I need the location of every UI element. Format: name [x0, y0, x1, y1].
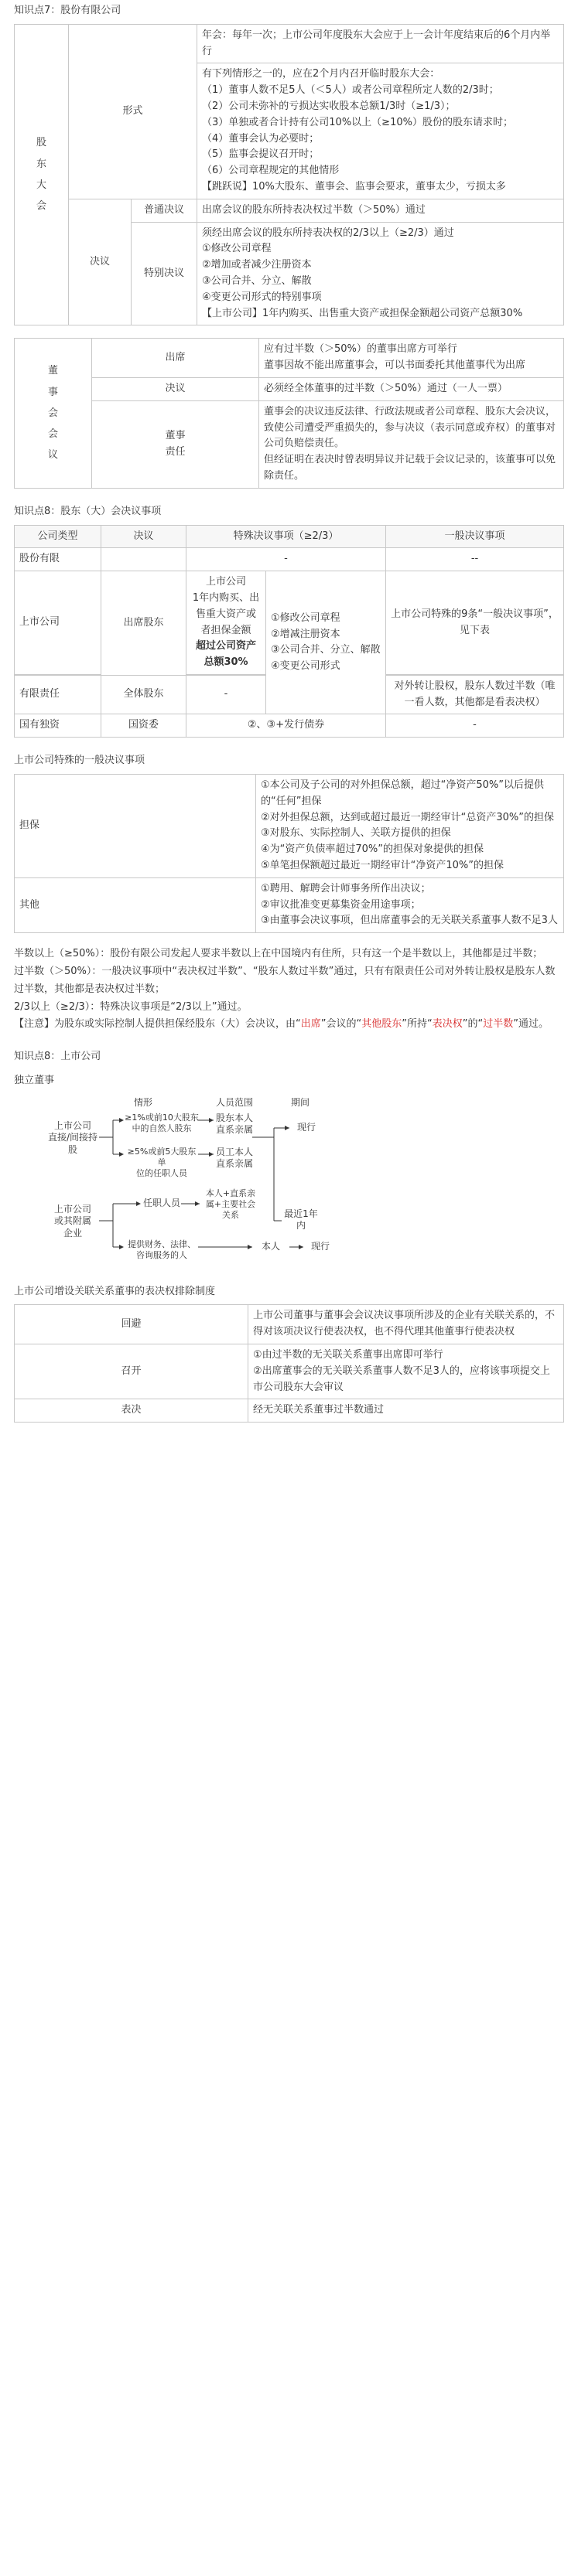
board-attendance-cell: 应有过半数（＞50%）的董事出席方可举行 董事因故不能出席董事会，可以书面委托其他董事代为出席 [259, 339, 564, 378]
row-soe-org: 国资委 [101, 714, 186, 738]
board-resolution-cell: 必须经全体董事的过半数（＞50%）通过（一人一票） [259, 377, 564, 400]
diagram-col-situation: 情形 [133, 1096, 152, 1108]
notes-block [14, 946, 564, 1034]
diagram-recent-year: 最近1年 内 [284, 1208, 318, 1232]
row-ltd-general: -- [386, 548, 564, 571]
board-attendance-label: 出席 [92, 339, 259, 378]
row-all-shareholders: 全体股东 [101, 675, 186, 714]
shareholders-meeting-label: 股 东 大 会 [15, 24, 69, 325]
listed-general-matters: 上市公司特殊的9条“一般决议事项”， 见下表 [386, 571, 564, 675]
interim-meeting-cell: 有下列情形之一的，应在2个月内召开临时股东大会： （1）董事人数不足5人（＜5人）或者公司章程所定人数的2/3时； （2）公司未弥补的亏损达实收股本总额1/3时（≥1/3）； （3）单独或者合计持有公司10%以上（≥10%）股份的股东请求时； （4）董事会认为必要时； （5）监事会提议召开时； （6）公司章程规定的其他情形 【跳跃说】10%大股东、董事会、监事会要求，董事太少，亏损太多 [197, 63, 564, 199]
kp9-heading: 上市公司增设关联关系董事的表决权排除制度 [14, 1285, 216, 1297]
llc-general-matters: 对外转让股权，股东人数过半数（唯一看人数，其他都是看表决权） [386, 675, 564, 714]
board-meeting-table [14, 338, 564, 488]
diagram-col-scope: 人员范围 [215, 1096, 253, 1108]
llc-special-matters: - [186, 675, 266, 714]
row-ltd-type: 股份有限 [15, 548, 101, 571]
diagram-scope-1: 股东本人 直系亲属 [215, 1112, 253, 1136]
convene-label: 召开 [15, 1344, 248, 1399]
convene-cell: ①由过半数的无关联关系董事出席即可举行 ②出席董事会的无关联关系董事人数不足3人的，应将该事项提交上市公司股东大会审议 [248, 1344, 564, 1399]
row-soe-type: 国有独资 [15, 714, 101, 738]
related-director-table [14, 1304, 564, 1423]
diagram-scope-4: 本人 [261, 1240, 280, 1252]
soe-general-matters: - [386, 714, 564, 738]
annual-meeting-cell: 年会：每年一次；上市公司年度股东大会应于上一会计年度结束后的6个月内举行 [197, 24, 564, 63]
recusal-label: 回避 [15, 1305, 248, 1344]
diagram-scope-3: 本人+直系亲 属+主要社会 关系 [205, 1187, 256, 1221]
diagram-case-5pct: ≥5%或前5大股东单 位的任职人员 [127, 1146, 197, 1179]
board-resolution-label: 决议 [92, 377, 259, 400]
vote-label: 表决 [15, 1399, 248, 1423]
director-liability-cell: 董事会的决议违反法律、行政法规或者公司章程、股东大会决议，致使公司遭受严重损失的，参与决议（表示同意或弃权）的董事对公司负赔偿责任。 但经证明在表决时曾表明异议并记载于会议记录的，该董事可以免除责任。 [259, 400, 564, 488]
director-liability-label: 董事 责任 [92, 400, 259, 488]
row-listed-type: 上市公司 [15, 571, 101, 675]
other-label: 其他 [15, 877, 256, 932]
diagram-current-2: 现行 [310, 1240, 330, 1252]
resolution-matters-table [14, 525, 564, 738]
note-half-or-more: 半数以上（≥50%）：股份有限公司发起人要求半数以上在中国境内有住所，只有这一个是半数以上，其他都是过半数； [14, 948, 543, 960]
soe-special-matters: ②、③+发行债券 [186, 714, 386, 738]
common-special-matters: ①修改公司章程 ②增减注册资本 ③公司合并、分立、解散 ④变更公司形式 [266, 571, 386, 714]
kp8b-heading: 上市公司特殊的一般决议事项 [14, 755, 145, 767]
row-llc-type: 有限责任 [15, 675, 101, 714]
diagram-case-1pct: ≥1%或前10大股东 中的自然人股东 [125, 1112, 199, 1133]
col-general-matters: 一般决议事项 [386, 525, 564, 548]
vote-cell: 经无关联关系董事过半数通过 [248, 1399, 564, 1423]
independent-director-diagram [45, 1097, 401, 1273]
diagram-listed-affiliate: 上市公司 或其附属 企业 [53, 1203, 91, 1239]
special-resolution-cell: 须经出席会议的股东所持表决权的2/3以上（≥2/3）通过 ①修改公司章程 ②增加或者减少注册资本 ③公司合并、分立、解散 ④变更公司形式的特别事项 【上市公司】1年内购买、出售重大资产或担保金额超公司资产总额30% [197, 222, 564, 325]
kp8a-heading: 知识点8：股东（大）会决议事项 [14, 505, 162, 517]
special-resolution-label: 特别决议 [132, 222, 197, 325]
ordinary-resolution-label: 普通决议 [132, 199, 197, 222]
row-ltd-empty [101, 548, 186, 571]
note-more-than-half: 过半数（＞50%）：一般决议事项中“表决权过半数”、“股东人数过半数”通过，只有有限责任公司对外转让股权是股东人数过半数，其他都是表决权过半数； [14, 966, 556, 995]
shareholders-meeting-table [14, 24, 564, 326]
row-attending-shareholders: 出席股东 [101, 571, 186, 676]
col-company-type: 公司类型 [15, 525, 101, 548]
ordinary-resolution-cell: 出席会议的股东所持表决权过半数（＞50%）通过 [197, 199, 564, 222]
diagram-case-service: 提供财务、法律、 咨询服务的人 [128, 1239, 196, 1260]
guarantee-items: ①本公司及子公司的对外担保总额，超过“净资产50%”以后提供的“任何”担保 ②对外担保总额，达到或超过最近一期经审计“总资产30%”的担保 ③对股东、实际控制人、关联方提供的担保 ④为“资产负债率超过70%”的担保对象提供的担保 ⑤单笔担保额超过最近一期经审计“净资产10%”的担保 [256, 775, 564, 878]
diagram-current-1: 现行 [296, 1121, 316, 1133]
note-two-thirds: 2/3以上（≥2/3）：特殊决议事项是“2/3以上”通过。 [14, 1000, 248, 1013]
note-attention: 【注意】为股东或实际控制人提供担保经股东（大）会决议，由“出席”会议的“其他股东”所持“表决权”的“过半数”通过。 [14, 1018, 549, 1031]
independent-director-subheading: 独立董事 [14, 1074, 55, 1086]
col-resolution: 决议 [101, 525, 186, 548]
guarantee-label: 担保 [15, 775, 256, 878]
form-label: 形式 [69, 24, 197, 199]
diagram-case-employee: 任职人员 [142, 1197, 180, 1208]
other-items: ①聘用、解聘会计师事务所作出决议； ②审议批准变更募集资金用途事项； ③由董事会决议事项，但出席董事会的无关联关系董事人数不足3人 [256, 877, 564, 932]
kp7-heading: 知识点7：股份有限公司 [14, 5, 121, 16]
diagram-listed-shareholding: 上市公司 直接/间接持 股 [47, 1119, 98, 1155]
board-meeting-label: 董 事 会 会 议 [15, 339, 92, 488]
diagram-scope-2: 员工本人 直系亲属 [215, 1146, 253, 1170]
kp8c-heading: 知识点8：上市公司 [14, 1051, 101, 1062]
listed-special-matters: 上市公司 1年内购买、出售重大资产或者担保金额 超过公司资产总额30% [186, 571, 266, 675]
recusal-cell: 上市公司董事与董事会会议决议事项所涉及的企业有关联关系的，不得对该项决议行使表决权，也不得代理其他董事行使表决权 [248, 1305, 564, 1344]
diagram-col-period: 期间 [290, 1096, 310, 1108]
col-special-matters: 特殊决议事项（≥2/3） [186, 525, 386, 548]
listed-general-matters-table [14, 774, 564, 933]
row-ltd-special: - [186, 548, 386, 571]
resolution-label: 决议 [69, 199, 132, 325]
